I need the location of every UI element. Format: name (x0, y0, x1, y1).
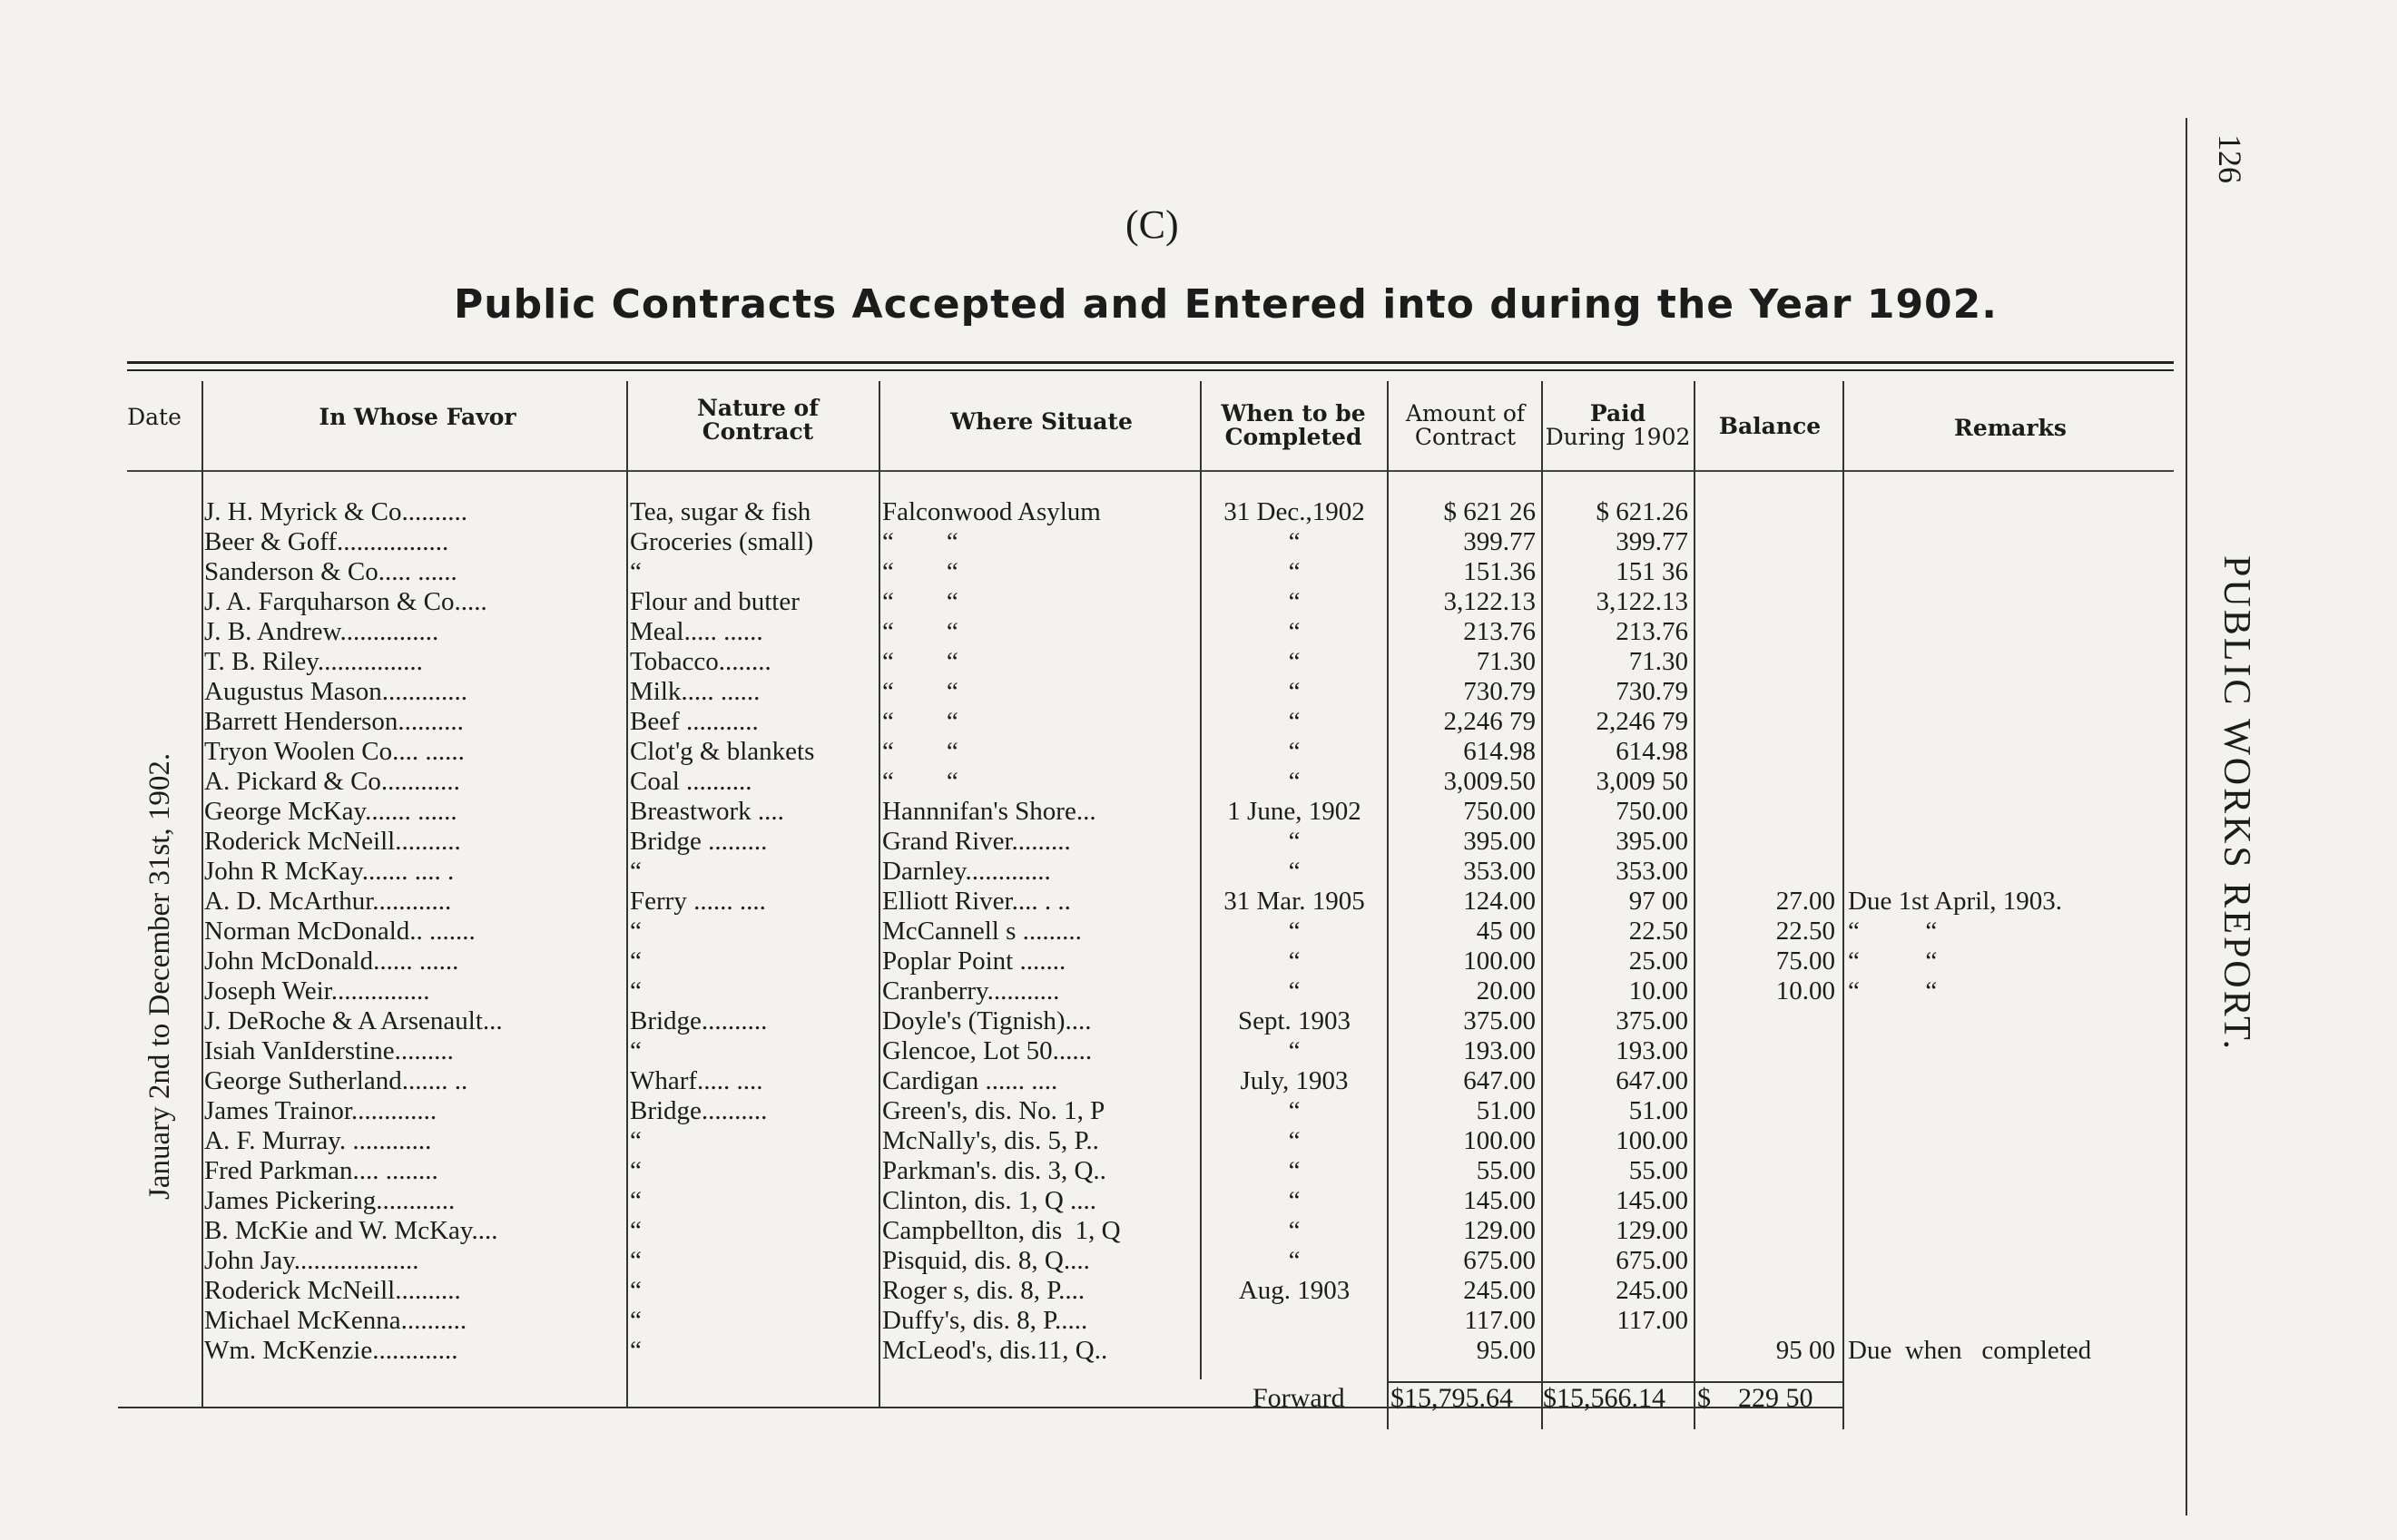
cell-nature: Bridge.......... (630, 1096, 768, 1125)
cell-paid: 145.00 (1616, 1186, 1688, 1215)
cell-nature: “ (630, 857, 642, 886)
cell-favor: Fred Parkman.... ........ (204, 1156, 438, 1185)
cell-nature: Meal..... ...... (630, 617, 763, 646)
cell-amount: 100.00 (1463, 947, 1536, 976)
cell-amount: 3,122.13 (1443, 587, 1536, 616)
cell-nature: “ (630, 1216, 642, 1245)
cell-situate: “ “ (882, 737, 958, 766)
table-row (0, 1306, 2397, 1336)
cell-when: “ (1288, 827, 1301, 856)
cell-when: July, 1903 (1240, 1066, 1349, 1095)
cell-paid: 151 36 (1616, 557, 1688, 586)
cell-when: “ (1288, 1246, 1301, 1275)
cell-situate: McNally's, dis. 5, P.. (882, 1126, 1099, 1155)
cell-situate: “ “ (882, 527, 958, 556)
table-row (0, 917, 2397, 947)
cell-balance: 27.00 (1775, 887, 1835, 916)
cell-paid: 399.77 (1616, 527, 1688, 556)
table-row (0, 767, 2397, 797)
cell-favor: John Jay................... (204, 1246, 419, 1275)
header-favor: In Whose Favor (319, 404, 516, 430)
header-paid-1: Paid (1589, 400, 1646, 427)
cell-favor: J. A. Farquharson & Co..... (204, 587, 487, 616)
cell-when: “ (1288, 857, 1301, 886)
cell-nature: “ (630, 1336, 642, 1365)
cell-situate: Cardigan ...... .... (882, 1066, 1058, 1095)
cell-paid: $ 621.26 (1596, 497, 1688, 526)
cell-amount: $ 621 26 (1443, 497, 1536, 526)
cell-favor: B. McKie and W. McKay.... (204, 1216, 498, 1245)
cell-when: 1 June, 1902 (1227, 797, 1361, 826)
table-row (0, 797, 2397, 827)
cell-paid: 614.98 (1616, 737, 1688, 766)
header-nature-2: Contract (702, 418, 814, 445)
cell-remarks: “ “ (1848, 947, 1938, 976)
running-head: PUBLIC WORKS REPORT. (2215, 555, 2257, 1053)
cell-nature: “ (630, 1276, 642, 1305)
table-row (0, 737, 2397, 767)
section-label: (C) (1125, 202, 1179, 247)
cell-favor: Sanderson & Co..... ...... (204, 557, 457, 586)
cell-favor: Norman McDonald.. ....... (204, 917, 476, 946)
table-row (0, 527, 2397, 557)
cell-nature: Flour and butter (630, 587, 800, 616)
cell-amount: 647.00 (1463, 1066, 1536, 1095)
cell-paid: 647.00 (1616, 1066, 1688, 1095)
cell-when: “ (1288, 917, 1301, 946)
cell-amount: 3,009.50 (1443, 767, 1536, 796)
cell-nature: Clot'g & blankets (630, 737, 815, 766)
table-row (0, 976, 2397, 1006)
cell-situate: “ “ (882, 677, 958, 706)
cell-paid: 675.00 (1616, 1246, 1688, 1275)
page-number: 126 (2212, 134, 2248, 183)
table-row (0, 497, 2397, 527)
cell-when: “ (1288, 1096, 1301, 1125)
cell-nature: “ (630, 557, 642, 586)
page-title: Public Contracts Accepted and Entered into during the Year 1902. (454, 281, 1999, 328)
table-row (0, 1036, 2397, 1066)
cell-favor: Tryon Woolen Co.... ...... (204, 737, 465, 766)
cell-amount: 45 00 (1476, 917, 1536, 946)
cell-when: “ (1288, 1036, 1301, 1065)
cell-favor: John McDonald...... ...... (204, 947, 459, 976)
cell-amount: 95.00 (1476, 1336, 1536, 1365)
cell-balance: 10.00 (1775, 976, 1835, 1005)
table-row (0, 1066, 2397, 1096)
header-when-1: When to be (1221, 400, 1366, 427)
cell-amount: 51.00 (1476, 1096, 1536, 1125)
table-body (0, 497, 2397, 1387)
cell-remarks: “ “ (1848, 976, 1938, 1005)
cell-amount: 20.00 (1476, 976, 1536, 1005)
cell-favor: Roderick McNeill.......... (204, 827, 461, 856)
cell-balance: 95 00 (1775, 1336, 1835, 1365)
cell-favor: Isiah VanIderstine......... (204, 1036, 454, 1065)
cell-paid: 25.00 (1628, 947, 1688, 976)
cell-favor: A. Pickard & Co............ (204, 767, 460, 796)
cell-favor: Roderick McNeill.......... (204, 1276, 461, 1305)
cell-paid: 245.00 (1616, 1276, 1688, 1305)
cell-when: “ (1288, 587, 1301, 616)
table-row (0, 557, 2397, 587)
cell-situate: Poplar Point ....... (882, 947, 1066, 976)
table-row (0, 1216, 2397, 1246)
cell-situate: “ “ (882, 587, 958, 616)
cell-situate: Pisquid, dis. 8, Q.... (882, 1246, 1090, 1275)
cell-favor: John R McKay....... .... . (204, 857, 455, 886)
cell-nature: Milk..... ...... (630, 677, 761, 706)
cell-situate: Campbellton, dis 1, Q (882, 1216, 1121, 1245)
cell-amount: 117.00 (1464, 1306, 1536, 1335)
header-date: Date (127, 404, 182, 430)
balance-total: $ 229 50 (1697, 1383, 1813, 1413)
cell-favor: Augustus Mason............. (204, 677, 468, 706)
cell-when: “ (1288, 976, 1301, 1005)
table-row (0, 1186, 2397, 1216)
cell-nature: “ (630, 1306, 642, 1335)
cell-amount: 353.00 (1463, 857, 1536, 886)
cell-paid: 117.00 (1616, 1306, 1688, 1335)
cell-favor: A. D. McArthur............ (204, 887, 452, 916)
cell-amount: 71.30 (1476, 647, 1536, 676)
cell-amount: 55.00 (1476, 1156, 1536, 1185)
header-amount-2: Contract (1414, 424, 1517, 450)
table-row (0, 677, 2397, 707)
cell-paid: 213.76 (1616, 617, 1688, 646)
cell-favor: George McKay....... ...... (204, 797, 457, 826)
table-row (0, 827, 2397, 857)
table-row (0, 617, 2397, 647)
cell-favor: James Trainor............. (204, 1096, 437, 1125)
cell-situate: Parkman's. dis. 3, Q.. (882, 1156, 1106, 1185)
cell-amount: 675.00 (1463, 1246, 1536, 1275)
header-when-2: Completed (1224, 424, 1362, 450)
cell-amount: 193.00 (1463, 1036, 1536, 1065)
cell-nature: Tea, sugar & fish (630, 497, 811, 526)
cell-situate: Darnley............. (882, 857, 1051, 886)
cell-favor: J. B. Andrew............... (204, 617, 439, 646)
cell-nature: Tobacco........ (630, 647, 771, 676)
cell-when: 31 Dec.,1902 (1223, 497, 1365, 526)
cell-paid: 97 00 (1628, 887, 1688, 916)
cell-situate: Cranberry........... (882, 976, 1060, 1005)
table-row (0, 1276, 2397, 1306)
cell-when: “ (1288, 1186, 1301, 1215)
cell-paid: 3,009 50 (1596, 767, 1688, 796)
cell-situate: Doyle's (Tignish).... (882, 1006, 1092, 1035)
cell-situate: “ “ (882, 647, 958, 676)
table-row (0, 647, 2397, 677)
cell-amount: 395.00 (1463, 827, 1536, 856)
table-row (0, 1126, 2397, 1156)
table-row (0, 707, 2397, 737)
cell-amount: 124.00 (1463, 887, 1536, 916)
cell-paid: 395.00 (1616, 827, 1688, 856)
cell-paid: 3,122.13 (1596, 587, 1688, 616)
cell-balance: 75.00 (1775, 947, 1835, 976)
cell-situate: “ “ (882, 557, 958, 586)
cell-remarks: “ “ (1848, 917, 1938, 946)
cell-amount: 730.79 (1463, 677, 1536, 706)
cell-favor: J. H. Myrick & Co.......... (204, 497, 467, 526)
cell-amount: 399.77 (1463, 527, 1536, 556)
cell-amount: 750.00 (1463, 797, 1536, 826)
cell-situate: Clinton, dis. 1, Q .... (882, 1186, 1097, 1215)
table-row (0, 1156, 2397, 1186)
cell-favor: Joseph Weir............... (204, 976, 430, 1005)
date-range: January 2nd to December 31st, 1902. (143, 752, 176, 1200)
cell-nature: “ (630, 1036, 642, 1065)
cell-when: “ (1288, 707, 1301, 736)
cell-favor: Barrett Henderson.......... (204, 707, 464, 736)
cell-situate: Elliott River.... . .. (882, 887, 1071, 916)
cell-nature: “ (630, 976, 642, 1005)
cell-when: “ (1288, 947, 1301, 976)
forward-label: Forward (1253, 1383, 1345, 1413)
cell-nature: “ (630, 947, 642, 976)
cell-nature: Beef ........... (630, 707, 759, 736)
table-row (0, 887, 2397, 917)
cell-favor: T. B. Riley................ (204, 647, 423, 676)
cell-favor: Michael McKenna.......... (204, 1306, 467, 1335)
cell-situate: “ “ (882, 767, 958, 796)
header-bottom-rule (127, 470, 2174, 472)
table-row (0, 947, 2397, 976)
cell-situate: Duffy's, dis. 8, P..... (882, 1306, 1088, 1335)
cell-nature: “ (630, 1186, 642, 1215)
table-row (0, 857, 2397, 887)
cell-when: “ (1288, 767, 1301, 796)
paid-total: $15,566.14 (1543, 1383, 1665, 1413)
cell-situate: Falconwood Asylum (882, 497, 1101, 526)
header-amount-1: Amount of (1405, 400, 1526, 427)
cell-amount: 151.36 (1463, 557, 1536, 586)
cell-amount: 245.00 (1463, 1276, 1536, 1305)
header-balance: Balance (1718, 413, 1822, 439)
cell-amount: 129.00 (1463, 1216, 1536, 1245)
cell-when: “ (1288, 737, 1301, 766)
cell-nature: Coal .......... (630, 767, 752, 796)
cell-situate: McCannell s ......... (882, 917, 1082, 946)
cell-amount: 213.76 (1463, 617, 1536, 646)
table-row (0, 1246, 2397, 1276)
cell-nature: Groceries (small) (630, 527, 814, 556)
cell-paid: 750.00 (1616, 797, 1688, 826)
cell-remarks: Due 1st April, 1903. (1848, 887, 2063, 916)
cell-situate: Glencoe, Lot 50...... (882, 1036, 1093, 1065)
cell-favor: A. F. Murray. ............ (204, 1126, 432, 1155)
cell-when: 31 Mar. 1905 (1223, 887, 1365, 916)
cell-paid: 22.50 (1628, 917, 1688, 946)
amount-total: $15,795.64 (1390, 1383, 1513, 1413)
table-row (0, 1096, 2397, 1126)
cell-situate: Green's, dis. No. 1, P (882, 1096, 1105, 1125)
cell-paid: 10.00 (1628, 976, 1688, 1005)
cell-favor: Wm. McKenzie............. (204, 1336, 458, 1365)
cell-when: “ (1288, 1216, 1301, 1245)
cell-nature: “ (630, 917, 642, 946)
header-situate: Where Situate (950, 408, 1133, 435)
cell-paid: 730.79 (1616, 677, 1688, 706)
cell-when: “ (1288, 677, 1301, 706)
cell-paid: 129.00 (1616, 1216, 1688, 1245)
header-paid-2: During 1902 (1545, 424, 1691, 450)
cell-amount: 145.00 (1463, 1186, 1536, 1215)
cell-when: “ (1288, 617, 1301, 646)
cell-situate: Hannnifan's Shore... (882, 797, 1096, 826)
cell-situate: Grand River......... (882, 827, 1071, 856)
cell-nature: “ (630, 1156, 642, 1185)
cell-when: “ (1288, 1156, 1301, 1185)
cell-paid: 55.00 (1628, 1156, 1688, 1185)
cell-nature: Ferry ...... .... (630, 887, 766, 916)
table-row (0, 587, 2397, 617)
cell-when: “ (1288, 1126, 1301, 1155)
cell-favor: George Sutherland....... .. (204, 1066, 468, 1095)
cell-nature: Bridge ......... (630, 827, 768, 856)
cell-when: “ (1288, 527, 1301, 556)
cell-paid: 71.30 (1628, 647, 1688, 676)
cell-when: Aug. 1903 (1238, 1276, 1351, 1305)
cell-nature: Breastwork .... (630, 797, 784, 826)
cell-paid: 51.00 (1628, 1096, 1688, 1125)
cell-when: “ (1288, 647, 1301, 676)
cell-when: Sept. 1903 (1237, 1006, 1351, 1035)
cell-situate: “ “ (882, 707, 958, 736)
cell-situate: McLeod's, dis.11, Q.. (882, 1336, 1108, 1365)
cell-situate: Roger s, dis. 8, P.... (882, 1276, 1086, 1305)
cell-situate: “ “ (882, 617, 958, 646)
cell-amount: 100.00 (1463, 1126, 1536, 1155)
cell-paid: 193.00 (1616, 1036, 1688, 1065)
cell-favor: Beer & Goff................. (204, 527, 449, 556)
cell-nature: Bridge.......... (630, 1006, 768, 1035)
cell-remarks: Due when completed (1848, 1336, 2092, 1365)
table-row (0, 1336, 2397, 1366)
cell-paid: 375.00 (1616, 1006, 1688, 1035)
cell-nature: “ (630, 1246, 642, 1275)
cell-paid: 2,246 79 (1596, 707, 1688, 736)
cell-nature: Wharf..... .... (630, 1066, 763, 1095)
cell-favor: J. DeRoche & A Arsenault... (204, 1006, 503, 1035)
cell-amount: 375.00 (1463, 1006, 1536, 1035)
cell-balance: 22.50 (1775, 917, 1835, 946)
cell-favor: James Pickering............ (204, 1186, 456, 1215)
header-nature-1: Nature of (697, 395, 819, 421)
cell-paid: 353.00 (1616, 857, 1688, 886)
table-row (0, 1006, 2397, 1036)
cell-paid: 100.00 (1616, 1126, 1688, 1155)
cell-amount: 2,246 79 (1443, 707, 1536, 736)
cell-when: “ (1288, 557, 1301, 586)
cell-amount: 614.98 (1463, 737, 1536, 766)
header-remarks: Remarks (1954, 415, 2067, 441)
cell-nature: “ (630, 1126, 642, 1155)
